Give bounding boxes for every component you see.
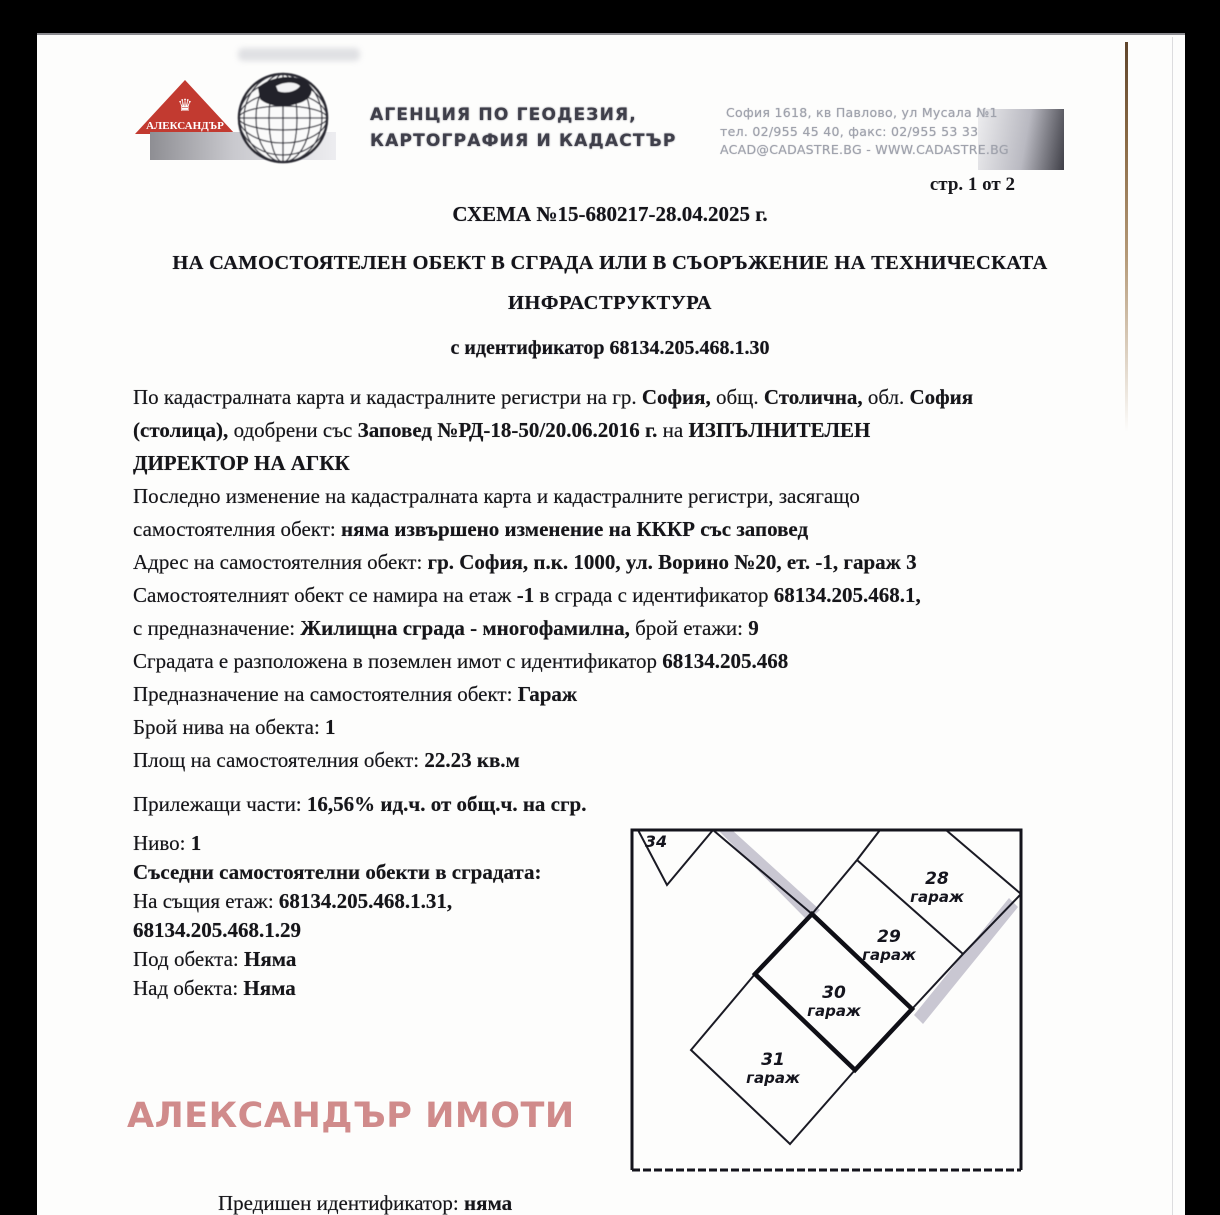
document-subtitle-line1: НА САМОСТОЯТЕЛЕН ОБЕКТ В СГРАДА ИЛИ В СЪОРЪЖЕНИЕ НА ТЕХНИЧЕСКАТА [172,252,1048,274]
body-line: Последно изменение на кадастралната карта и кадастралните регистри, засягащо [133,484,860,508]
body-line: Площ на самостоятелния обект: 22.23 кв.м [133,748,520,772]
agency-globe-icon [236,68,330,168]
body-line: По кадастралната карта и кадастралните регистри на гр. София, общ. Столична, обл. София [133,385,974,409]
agency-email-web: ACAD@CADASTRE.BG - WWW.CADASTRE.BG [720,142,1009,157]
agency-name-line2: КАРТОГРАФИЯ И КАДАСТЪР [370,131,677,151]
page-fold-shadow [1125,42,1128,432]
logo-text-top: АЛЕКСАНДЪР [146,120,224,132]
neighbours-block [133,829,633,1003]
body-text [133,381,1133,821]
parcel-30-label: 30 [822,983,846,1003]
side-line: Съседни самостоятелни обекти в сградата: [133,860,542,884]
body-line: Прилежащи части: 16,56% ид.ч. от общ.ч. на сгр. [133,792,587,816]
document-title: СХЕМА №15-680217-28.04.2025 г. [452,202,768,226]
parcel-28-ne-edge [946,830,1021,894]
document-page [37,33,1185,1215]
body-line: (столица), одобрени със Заповед №РД-18-50/20.06.2016 г. на ИЗПЪЛНИТЕЛЕН [133,418,871,442]
body-line: Самостоятелният обект се намира на етаж -1 в сграда с идентификатор 68134.205.468.1, [133,583,921,607]
chain-se-edge [912,894,1021,1009]
scan-smudge [238,48,360,61]
parcel-29-type: гараж [862,946,916,964]
crown-icon: ♛ [177,96,193,115]
band-edge-line [713,830,812,914]
body-line: Брой нива на обекта: 1 [133,715,336,739]
parcel-31-label: 31 [761,1050,785,1070]
page-number: стр. 1 от 2 [929,174,1015,195]
parcel-28-edge [857,830,880,860]
agency-name-line1: АГЕНЦИЯ ПО ГЕОДЕЗИЯ, [370,105,637,125]
document-identifier: с идентификатор 68134.205.468.1.30 [450,337,770,359]
previous-identifier-line: Предишен идентификатор: няма [218,1191,513,1215]
parcel-29-nw-edge [812,860,857,914]
body-line: с предназначение: Жилищна сграда - многофамилна, брой етажи: 9 [133,616,759,640]
agency-phone: тел. 02/955 45 40, факс: 02/955 53 33 [720,124,979,139]
parcel-28-label: 28 [925,869,949,889]
body-line: Сградата е разположена в поземлен имот с идентификатор 68134.205.468 [133,649,789,673]
body-line: Предназначение на самостоятелния обект: Гараж [133,682,578,706]
page-edge-line [1172,37,1173,1215]
body-line: самостоятелния обект: няма извършено изменение на КККР със заповед [133,517,809,541]
parcel-28-type: гараж [910,888,964,906]
map-wall-band [914,898,1018,1024]
side-line: На същия етаж: 68134.205.468.1.31, [133,889,453,913]
parcel-29-label: 29 [877,927,901,947]
side-line: Над обекта: Няма [133,976,296,1000]
parcel-31-type: гараж [746,1069,800,1087]
agency-address: София 1618, кв Павлово, ул Мусала №1 [726,105,998,120]
footer-text [218,1188,512,1215]
parcel-34-label: 34 [644,832,668,851]
body-line: ДИРЕКТОР НА АГКК [133,451,350,475]
document-subtitle-line2: ИНФРАСТРУКТУРА [507,292,712,314]
body-line: Адрес на самостоятелния обект: гр. София, п.к. 1000, ул. Ворино №20, ет. -1, гараж 3 [133,550,917,574]
cadastral-map [628,825,1024,1175]
parcel-30-type: гараж [807,1002,861,1020]
side-line: 68134.205.468.1.29 [133,918,301,942]
side-line: Ниво: 1 [133,831,202,855]
side-line: Под обекта: Няма [133,947,297,971]
watermark: АЛЕКСАНДЪР ИМОТИ [127,1096,575,1136]
